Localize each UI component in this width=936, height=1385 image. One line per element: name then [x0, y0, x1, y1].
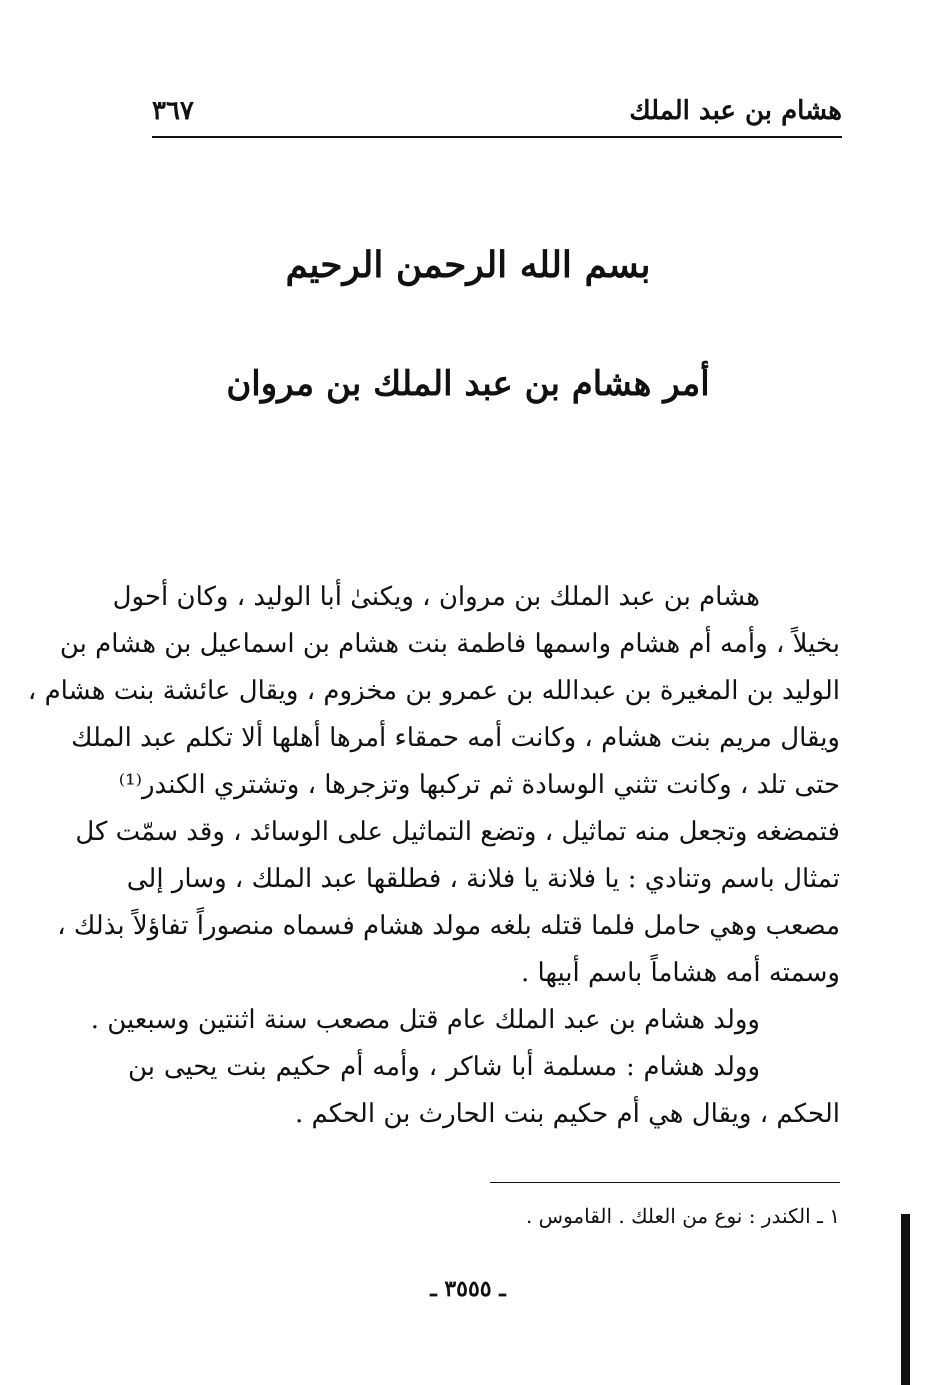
- body-line: ويقال مريم بنت هشام ، وكانت أمه حمقاء أمرها أهلها ألا تكلم عبد الملك: [71, 723, 840, 753]
- running-header: [152, 92, 842, 138]
- body-line: وولد هشام : مسلمة أبا شاكر ، وأمه أم حكيم بنت يحيى بن: [128, 1052, 760, 1082]
- header-title: هشام بن عبد الملك: [629, 96, 842, 126]
- header-page-number: ٣٦٧: [152, 96, 194, 126]
- footnote-divider: [490, 1182, 840, 1183]
- body-line: وسمته أمه هشاماً باسم أبيها .: [521, 958, 840, 988]
- body-line: الوليد بن المغيرة بن عبدالله بن عمرو بن مخزوم ، ويقال عائشة بنت هشام ،: [27, 676, 840, 706]
- scan-edge-mark: [901, 1214, 910, 1385]
- basmala: بسم الله الرحمن الرحيم: [285, 244, 651, 286]
- body-text: [27, 574, 840, 1138]
- body-line: الحكم ، ويقال هي أم حكيم بنت الحارث بن الحكم .: [294, 1099, 840, 1129]
- body-line: بخيلاً ، وأمه أم هشام واسمها فاطمة بنت هشام بن اسماعيل بن هشام بن: [59, 629, 840, 659]
- body-line: تمثال باسم وتنادي : يا فلانة يا فلانة ، فطلقها عبد الملك ، وسار إلى: [126, 864, 840, 894]
- footnote: ١ ـ الكندر : نوع من العلك . القاموس .: [525, 1204, 840, 1228]
- body-line: فتمضغه وتجعل منه تماثيل ، وتضع التماثيل على الوسائد ، وقد سمّت كل: [75, 817, 840, 847]
- body-line: وولد هشام بن عبد الملك عام قتل مصعب سنة اثنتين وسبعين .: [90, 1005, 760, 1035]
- body-line: مصعب وهي حامل فلما قتله بلغه مولد هشام فسماه منصوراً تفاؤلاً بذلك ،: [57, 911, 840, 941]
- body-line: هشام بن عبد الملك بن مروان ، ويكنىٰ أبا الوليد ، وكان أحول: [112, 582, 760, 612]
- footer-page-number: ـ ٣٥٥٥ ـ: [430, 1276, 506, 1302]
- chapter-title: أمر هشام بن عبد الملك بن مروان: [226, 364, 710, 404]
- body-line: حتى تلد ، وكانت تثني الوسادة ثم تركبها وتزجرها ، وتشتري الكندر⁽¹⁾: [118, 770, 840, 800]
